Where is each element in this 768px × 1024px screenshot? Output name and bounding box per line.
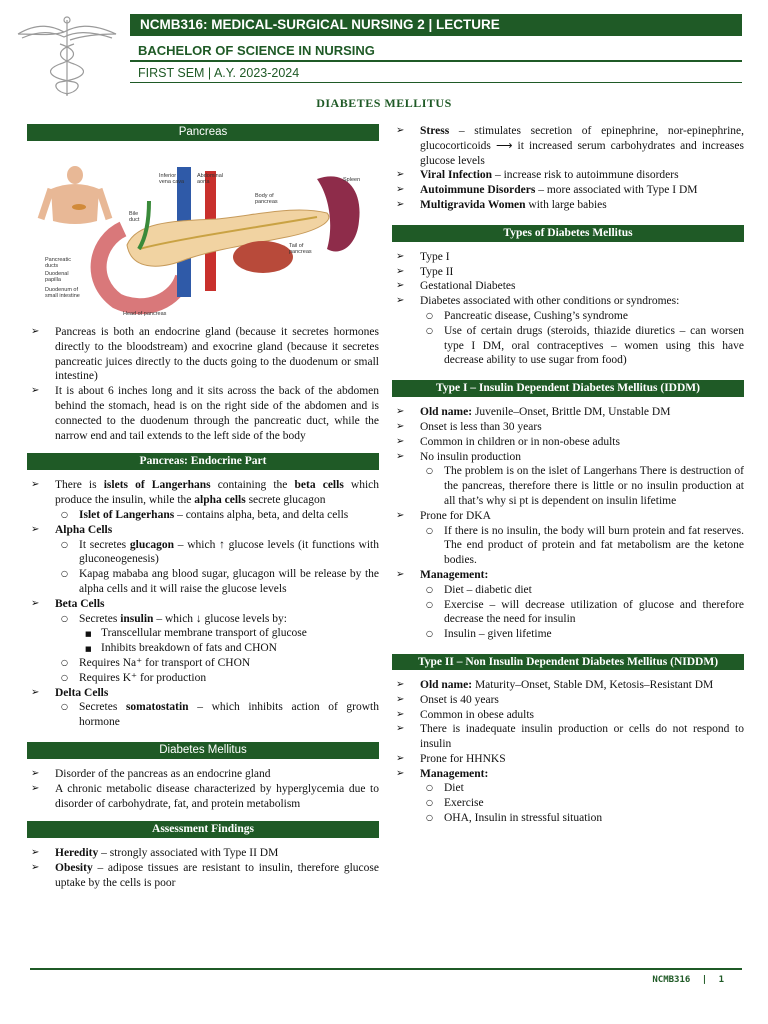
- list-item: ○ Secretes somatostatin – which inhibits action of growth hormone: [55, 700, 379, 730]
- list-item: ➢ Alpha Cells ○ It secretes glucagon – which ↑ glucose levels (it functions with gluconeogenesis) ○ Kapag mababa ang blood sugar, glucagon will be release by the alpha cells and it will raise the glucose levels: [27, 523, 379, 597]
- footer-divider: [30, 968, 742, 970]
- section-heading-pancreas: Pancreas: [27, 124, 379, 141]
- list-item: ➢ Prone for HHNKS: [392, 752, 744, 767]
- list-item: ➢ Stress – stimulates secretion of epinephrine, nor-epinephrine, glucocorticoids ⟶ it increased serum carbohydrates and increases glucose levels: [392, 124, 744, 168]
- list-item: ➢ Beta Cells ○ Secretes insulin – which ↓ glucose levels by: ■ Transcellular membrane transport of glucose ■ Inhibits breakdown of fats and CHON ○ Requires Na⁺ for transport of CHON ○ Requires K⁺ for production: [27, 597, 379, 686]
- human-torso-icon: [41, 166, 109, 224]
- header-divider: [130, 60, 742, 62]
- list-item: ➢ Autoimmune Disorders – more associated with Type I DM: [392, 183, 744, 198]
- figure-label-bile: Bile duct: [129, 211, 140, 223]
- iddm-list: [392, 405, 744, 642]
- figure-label-tail: Tail of pancreas: [289, 243, 312, 255]
- list-item: ○ Requires K⁺ for production: [55, 671, 379, 686]
- list-item: ○ Kapag mababa ang blood sugar, glucagon will be release by the alpha cells and it will raise the glucose levels: [55, 567, 379, 597]
- list-item: ➢ Management: ○ Diet – diabetic diet ○ Exercise – will decrease utilization of glucose and therefore decrease the need for insulin ○ Insulin – given lifetime: [392, 568, 744, 642]
- figure-label-body: Body of pancreas: [255, 193, 278, 205]
- pancreas-anatomy-figure: [27, 149, 379, 319]
- caduceus-icon: [8, 12, 126, 98]
- list-item: ○ Diet: [420, 781, 744, 796]
- list-item: ➢ Type II: [392, 265, 744, 280]
- list-item: ■ Transcellular membrane transport of glucose: [79, 626, 379, 641]
- figure-label-aorta: Abdominal aorta: [197, 173, 223, 185]
- list-item: ➢ A chronic metabolic disease characterized by hyperglycemia due to disorder of carbohydrate, fat, and protein metabolism: [27, 782, 379, 812]
- types-list: [392, 250, 744, 368]
- semester-label: FIRST SEM | A.Y. 2023-2024: [138, 66, 300, 80]
- page-number: 1: [718, 975, 724, 985]
- list-item: ➢ Viral Infection – increase risk to autoimmune disorders: [392, 168, 744, 183]
- left-column: [27, 124, 379, 891]
- list-item: ➢ Onset is less than 30 years: [392, 420, 744, 435]
- list-item: ➢ Old name: Maturity–Onset, Stable DM, Ketosis–Resistant DM: [392, 678, 744, 693]
- endocrine-list: [27, 478, 379, 730]
- section-heading-assessment: Assessment Findings: [27, 821, 379, 838]
- section-heading-dm: Diabetes Mellitus: [27, 742, 379, 759]
- list-item: ○ Exercise: [420, 796, 744, 811]
- list-item: ○ Islet of Langerhans – contains alpha, beta, and delta cells: [55, 508, 379, 523]
- section-heading-types: Types of Diabetes Mellitus: [392, 225, 744, 242]
- footer-separator: |: [701, 975, 708, 985]
- list-item: ➢ It is about 6 inches long and it sits across the back of the abdomen behind the stomach, head is on the right side of the abdomen and is connected to the duodenum through the pancreatic duct, while the narrow end and tail extends to the left side of the body: [27, 384, 379, 443]
- list-item: ○ Requires Na⁺ for transport of CHON: [55, 656, 379, 671]
- list-item: ➢ Onset is 40 years: [392, 693, 744, 708]
- list-item: ■ Inhibits breakdown of fats and CHON: [79, 641, 379, 656]
- figure-label-papilla: Duodenal papilla: [45, 271, 69, 283]
- list-item: ➢ Heredity – strongly associated with Type II DM: [27, 846, 379, 861]
- list-item: ○ If there is no insulin, the body will burn protein and fat reserves. The end product of protein and fat metabolism are the ketone bodies.: [420, 524, 744, 568]
- list-item: ○ Pancreatic disease, Cushing’s syndrome: [420, 309, 744, 324]
- list-item: ➢ Old name: Juvenile–Onset, Brittle DM, Unstable DM: [392, 405, 744, 420]
- list-item: ➢ Common in obese adults: [392, 708, 744, 723]
- page-title: DIABETES MELLITUS: [316, 96, 452, 110]
- list-item: ○ OHA, Insulin in stressful situation: [420, 811, 744, 826]
- list-item: ➢ Common in children or in non-obese adults: [392, 435, 744, 450]
- list-item: ➢ No insulin production ○ The problem is on the islet of Langerhans There is destruction of the pancreas, therefore there is little or no insulin production at all that’s why si pt is dependent on insulin lifetime: [392, 450, 744, 509]
- list-item: ➢ Multigravida Women with large babies: [392, 198, 744, 213]
- list-item: ➢ Prone for DKA ○ If there is no insulin, the body will burn protein and fat reserves. The end product of protein and fat metabolism are the ketone bodies.: [392, 509, 744, 568]
- footer-course-code: NCMB316: [652, 975, 691, 985]
- section-heading-iddm: Type I – Insulin Dependent Diabetes Mellitus (IDDM): [392, 380, 744, 397]
- list-item: ○ Diet – diabetic diet: [420, 583, 744, 598]
- list-item: ➢ Pancreas is both an endocrine gland (because it secretes hormones directly to the bloodstream) and exocrine gland (because it secretes pancreatic juices directly to the ducts going to the duodenum or small intestine): [27, 325, 379, 384]
- list-item: ➢ Disorder of the pancreas as an endocrine gland: [27, 767, 379, 782]
- right-column: [392, 124, 744, 826]
- page-footer: [652, 975, 724, 985]
- figure-label-spleen: Spleen: [343, 177, 361, 183]
- header-divider-thin: [130, 82, 742, 83]
- list-item: ○ It secretes glucagon – which ↑ glucose levels (it functions with gluconeogenesis): [55, 538, 379, 568]
- list-item: ➢ Delta Cells ○ Secretes somatostatin – which inhibits action of growth hormone: [27, 686, 379, 730]
- list-item: ➢ Obesity – adipose tissues are resistant to insulin, therefore glucose uptake by the cells is poor: [27, 861, 379, 891]
- list-item: ○ Use of certain drugs (steroids, thiazide diuretics – can worsen type I DM, oral contraceptives – women using this have decrease ability to use sugar from food): [420, 324, 744, 368]
- list-item: ➢ Management: ○ Diet ○ Exercise ○ OHA, Insulin in stressful situation: [392, 767, 744, 826]
- list-item: ➢ Type I: [392, 250, 744, 265]
- list-item: ➢ Diabetes associated with other conditions or syndromes: ○ Pancreatic disease, Cushing’s syndrome ○ Use of certain drugs (steroids, thiazide diuretics – can worsen type I DM, oral contraceptives – women using this have decrease ability to use sugar from food): [392, 294, 744, 368]
- figure-label-ivc: Inferior vena cava: [159, 173, 185, 185]
- list-item: ➢ Gestational Diabetes: [392, 279, 744, 294]
- figure-label-head: Head of pancreas: [123, 311, 167, 317]
- list-item: ○ Exercise – will decrease utilization of glucose and therefore decrease the need for insulin: [420, 598, 744, 628]
- list-item: ○ Secretes insulin – which ↓ glucose levels by: ■ Transcellular membrane transport of glucose ■ Inhibits breakdown of fats and CHON: [55, 612, 379, 656]
- pancreas-list: [27, 325, 379, 443]
- program-title: BACHELOR OF SCIENCE IN NURSING: [138, 43, 375, 58]
- assessment-list: [27, 846, 379, 890]
- niddm-list: [392, 678, 744, 826]
- list-item: ○ The problem is on the islet of Langerhans There is destruction of the pancreas, therefore there is little or no insulin production at all that’s why si pt is dependent on insulin lifetime: [420, 464, 744, 508]
- list-item: ➢ There is inadequate insulin production or cells do not respond to insulin: [392, 722, 744, 752]
- figure-label-ducts: Pancreatic ducts: [45, 257, 71, 269]
- dm-list: [27, 767, 379, 811]
- list-item: ○ Insulin – given lifetime: [420, 627, 744, 642]
- section-heading-niddm: Type II – Non Insulin Dependent Diabetes Mellitus (NIDDM): [392, 654, 744, 670]
- figure-label-duodenum: Duodenum of small intestine: [45, 287, 80, 299]
- list-item: ➢ There is islets of Langerhans containing the beta cells which produce the insulin, while the alpha cells secrete glucagon ○ Islet of Langerhans – contains alpha, beta, and delta cells: [27, 478, 379, 522]
- section-heading-endocrine: Pancreas: Endocrine Part: [27, 453, 379, 470]
- risk-factor-list: [392, 124, 744, 213]
- course-header-bar: NCMB316: MEDICAL-SURGICAL NURSING 2 | LECTURE: [130, 14, 742, 36]
